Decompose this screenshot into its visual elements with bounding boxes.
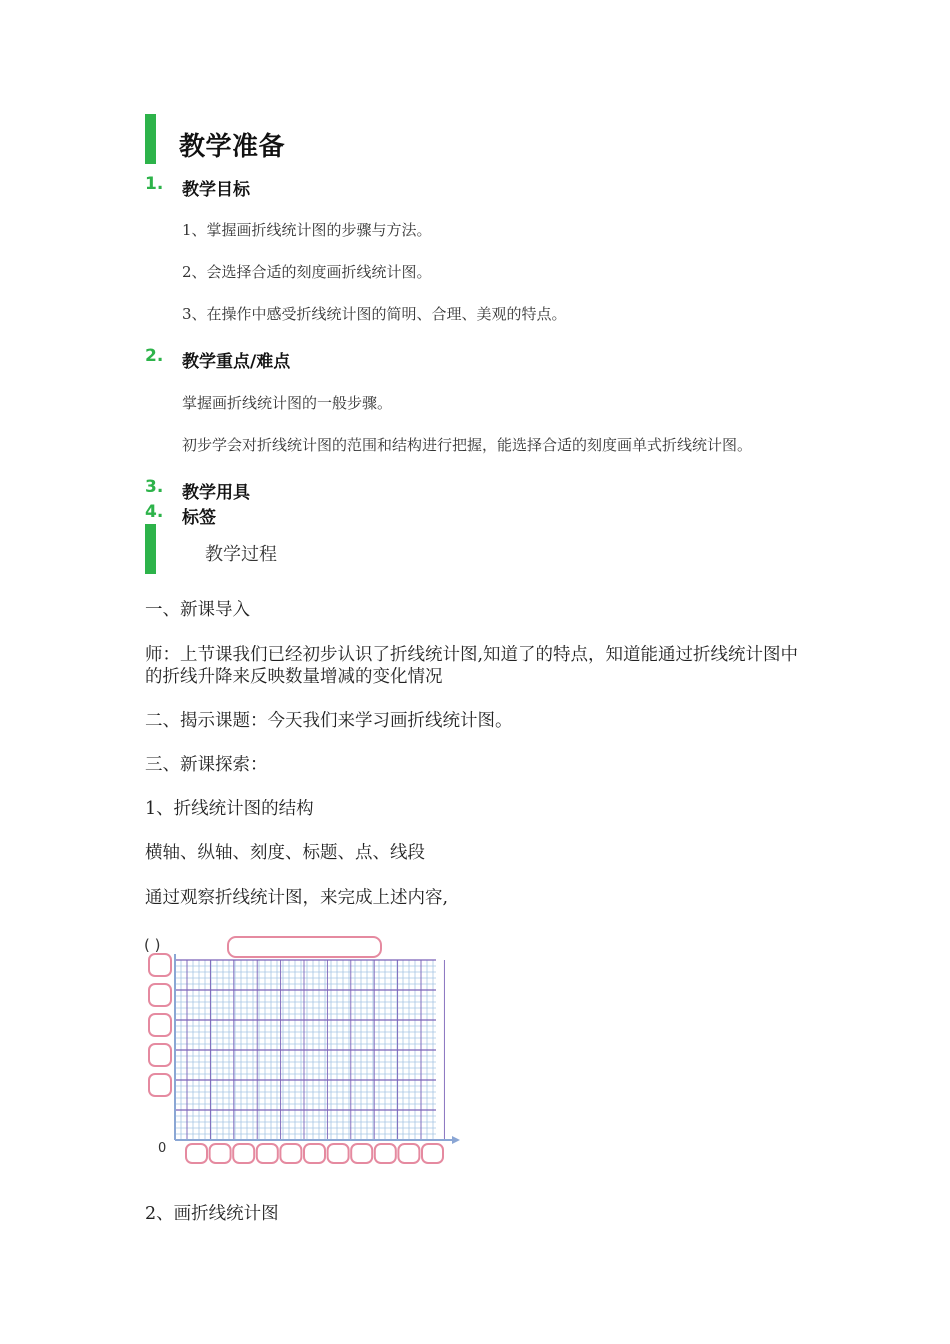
y-tick-box [149,1074,171,1096]
x-axis-arrow-icon [452,1136,460,1144]
x-tick-box [280,1144,301,1163]
paragraph: 二、揭示课题：今天我们来学习画折线统计图。 [145,711,513,731]
page-title: 教学准备 [179,132,286,162]
paragraph: 一、新课导入 [145,600,250,620]
section-title-goals: 教学目标 [182,180,250,200]
y-tick-box [149,984,171,1006]
key-point-item: 初步学会对折线统计图的范围和结构进行把握，能选择合适的刻度画单式折线统计图。 [182,436,753,454]
section-number-1: 1. [145,174,164,194]
y-tick-boxes [149,954,171,1096]
x-tick-box [233,1144,254,1163]
chart-grid-major [175,960,444,1140]
section-number-4: 4. [145,502,164,522]
section-title-key-points: 教学重点/难点 [182,352,291,372]
x-tick-box [328,1144,349,1163]
process-heading: 教学过程 [205,544,277,565]
process-accent-bar [145,524,156,574]
paragraph: 横轴、纵轴、刻度、标题、点、线段 [145,843,425,863]
x-tick-box [186,1144,207,1163]
section-number-2: 2. [145,346,164,366]
paragraph: 师：上节课我们已经初步认识了折线统计图,知道了的特点，知道能通过折线统计图中的折线升降来反映数量增减的变化情况 [145,645,799,687]
section-title-tools: 教学用具 [182,483,250,503]
goal-item: 2、会选择合适的刻度画折线统计图。 [182,263,432,281]
paragraph: 通过观察折线统计图，来完成上述内容, [145,888,449,908]
key-point-item: 掌握画折线统计图的一般步骤。 [182,394,393,412]
y-tick-box [149,1014,171,1036]
x-tick-box [210,1144,231,1163]
goal-item: 1、掌握画折线统计图的步骤与方法。 [182,221,432,239]
chart-title-box [228,937,381,957]
x-tick-box [375,1144,396,1163]
x-tick-box [398,1144,419,1163]
section-number-3: 3. [145,477,164,497]
x-tick-box [257,1144,278,1163]
goal-item: 3、在操作中感受折线统计图的简明、合理、美观的特点。 [182,305,567,323]
line-chart-template-figure [140,932,475,1172]
x-tick-boxes [186,1144,443,1163]
y-tick-box [149,1044,171,1066]
paragraph: 2、画折线统计图 [145,1204,279,1224]
heading-accent-bar [145,114,156,164]
origin-label: 0 [158,1141,167,1156]
x-tick-box [351,1144,372,1163]
paragraph: 1、折线统计图的结构 [145,799,314,819]
x-tick-box [304,1144,325,1163]
x-tick-box [422,1144,443,1163]
section-title-tags: 标签 [182,508,216,528]
y-tick-box [149,954,171,976]
paragraph: 三、新课探索： [145,755,268,775]
y-unit-label: ( ) [144,936,161,954]
